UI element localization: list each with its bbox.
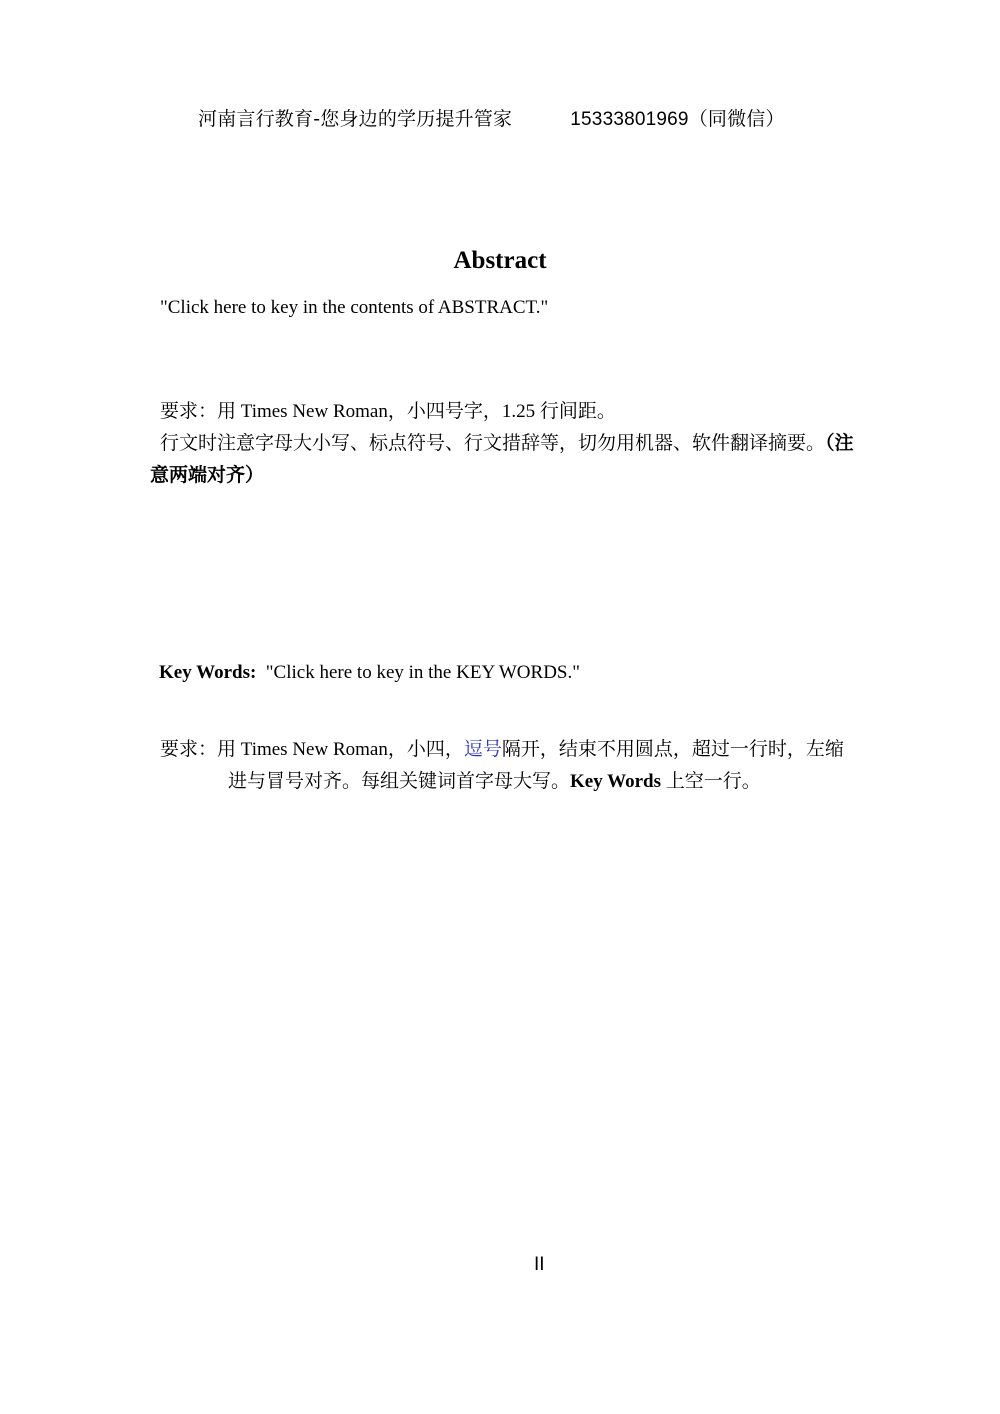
keyword-req-part1: 要求：用 Times New Roman，小四， [160,739,464,760]
requirement-line-2-text: 行文时注意字母大小写、标点符号、行文措辞等，切勿用机器、软件翻译摘要。 [160,433,826,454]
page-header [198,104,785,131]
page-title: Abstract [453,247,547,274]
keyword-req-line2-part1: 进与冒号对齐。每组关键词首字母大写。 [228,771,571,792]
keyword-req-part2: 隔开，结束不用圆点，超过一行时，左缩 [501,739,844,760]
keyword-requirement-line-2 [228,766,761,793]
keyword-req-line2-part2: 上空一行。 [660,771,761,792]
header-phone-note: （同微信） [688,108,785,130]
requirement-line-2-bold: （注 [825,433,854,454]
header-phone: 15333801969 [570,109,689,130]
page-number: II [534,1254,545,1275]
keyword-requirement-line-1 [160,734,844,761]
keywords-placeholder[interactable]: "Click here to key in the KEY WORDS." [265,662,580,683]
keywords-line [159,662,580,684]
keyword-req-highlight: 逗号 [463,739,502,760]
keywords-label: Key Words: [159,662,257,683]
requirement-line-2 [160,428,854,455]
requirement-line-2-continued: 意两端对齐） [150,465,265,486]
requirement-line-1: 要求：用 Times New Roman，小四号字，1.25 行间距。 [160,401,616,422]
keyword-req-line2-bold: Key Words [570,771,661,792]
header-org: 河南言行教育-您身边的学历提升管家 [198,108,513,130]
abstract-placeholder[interactable]: "Click here to key in the contents of ABSTRACT." [160,297,549,318]
